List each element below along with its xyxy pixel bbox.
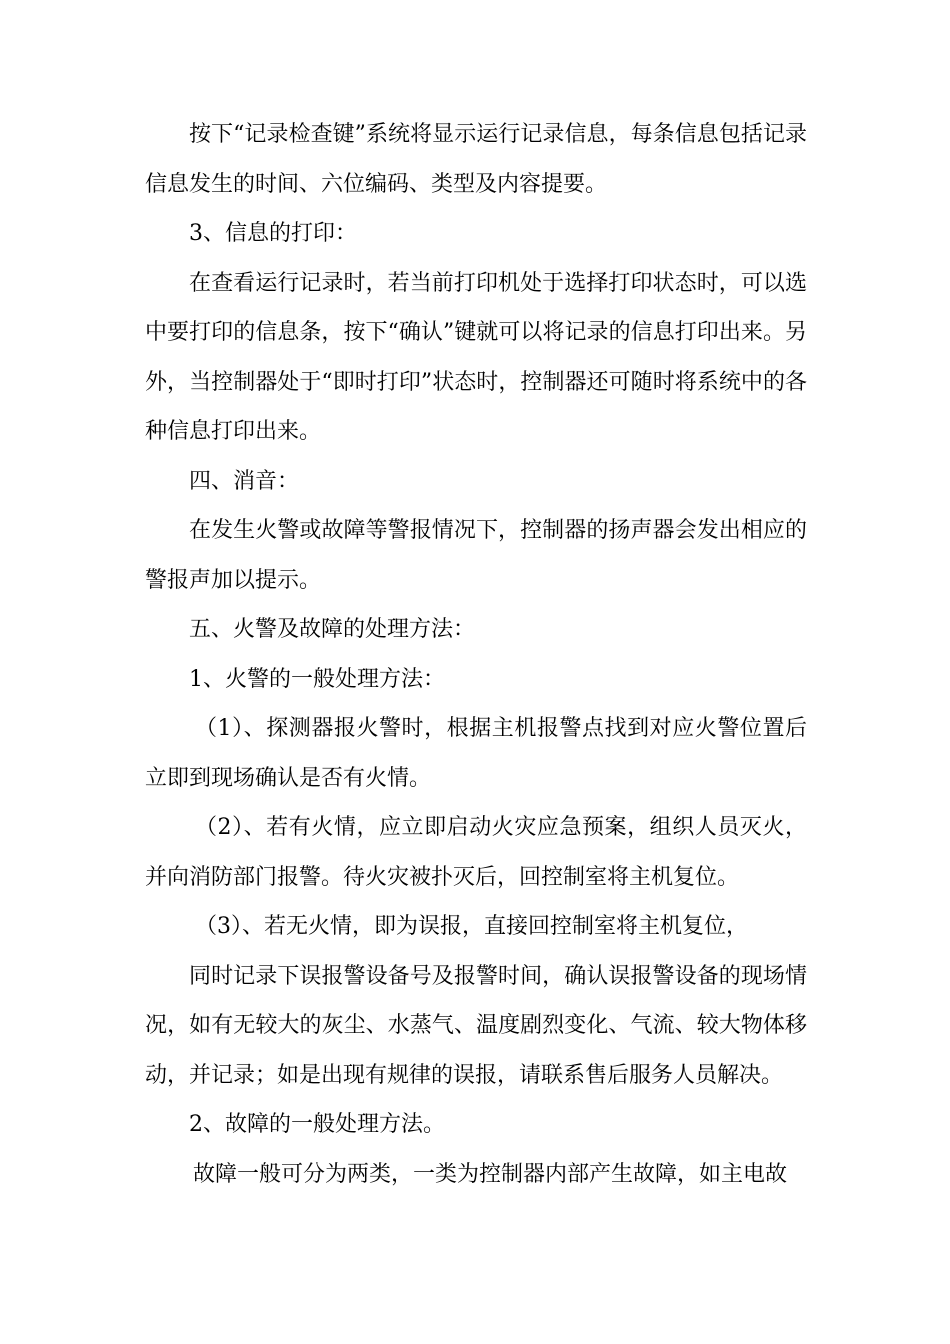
paragraph-false-alarm-record: 同时记录下误报警设备号及报警时间，确认误报警设备的现场情况，如有无较大的灰尘、水蒸气、温度剧烈变化、气流、较大物体移动，并记录；如是出现有规律的误报，请联系售后服务人员解决。 [145,963,807,1088]
paragraph-fire-step-3: （3）、若无火情，即为误报，直接回控制室将主机复位， [195,914,748,939]
heading-handling-methods: 五、火警及故障的处理方法： [189,617,476,642]
paragraph-record-check: 按下“记录检查键”系统将显示运行记录信息，每条信息包括记录信息发生的时间、六位编码、类型及内容提要。 [145,122,807,197]
heading-fault-handling: 2、故障的一般处理方法。 [189,1112,445,1137]
paragraph-silence: 在发生火警或故障等警报情况下，控制器的扬声器会发出相应的警报声加以提示。 [145,518,807,593]
paragraph-fire-step-1: （1）、探测器报火警时，根据主机报警点找到对应火警位置后立即到现场确认是否有火情。 [145,716,807,791]
heading-print-info: 3、信息的打印： [189,221,357,246]
paragraph-print: 在查看运行记录时，若当前打印机处于选择打印状态时，可以选中要打印的信息条，按下“确认”键就可以将记录的信息打印出来。另外，当控制器处于“即时打印”状态时，控制器还可随时将系统中的各种信息打印出来。 [145,270,807,444]
paragraph-fault-types: 故障一般可分为两类，一类为控制器内部产生故障，如主电故 [193,1161,788,1187]
heading-fire-alarm-handling: 1、火警的一般处理方法： [189,666,445,692]
heading-silence: 四、消音： [189,468,300,494]
paragraph-fire-step-2: （2）、若有火情，应立即启动火灾应急预案，组织人员灭火，并向消防部门报警。待火灾被扑灭后，回控制室将主机复位。 [145,815,807,890]
document-body [145,110,807,1199]
